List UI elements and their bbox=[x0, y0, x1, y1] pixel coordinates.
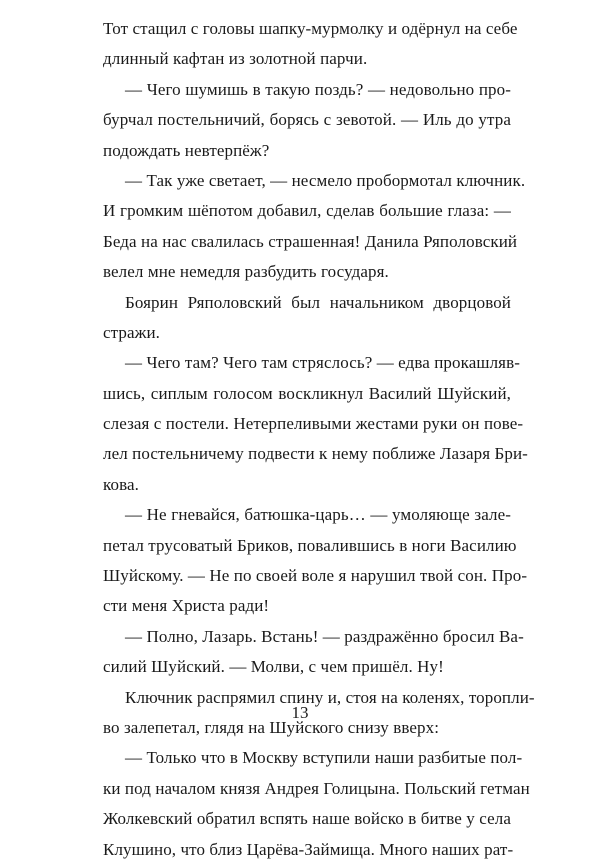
text-line: во залепетал, глядя на Шуйского снизу вверх: bbox=[103, 717, 440, 737]
text-line: бурчал постельничий, борясь с зевотой. — Иль до утра bbox=[103, 110, 511, 130]
text-line: сти меня Христа ради! bbox=[103, 596, 270, 616]
text-line: лел постельничему подвести к нему поближе Лазаря Бри- bbox=[103, 444, 528, 464]
book-page-text bbox=[103, 14, 535, 865]
text-line: стражи. bbox=[103, 322, 161, 342]
text-line: длинный кафтан из золотной парчи. bbox=[103, 49, 368, 69]
text-line: И громким шёпотом добавил, сделав большие глаза: — bbox=[103, 201, 511, 221]
text-line: силий Шуйский. — Молви, с чем пришёл. Ну! bbox=[103, 657, 444, 677]
text-line: Боярин Ряполовский был начальником дворцовой bbox=[125, 292, 511, 312]
text-line: — Чего шумишь в такую поздь? — недовольно про- bbox=[125, 79, 511, 99]
text-line: — Только что в Москву вступили наши разбитые пол- bbox=[125, 748, 523, 768]
text-line: кова. bbox=[103, 474, 139, 494]
text-line: Беда на нас свалилась страшенная! Данила Ряполовский bbox=[103, 231, 518, 251]
text-line: — Не гневайся, батюшка-царь… — умоляюще зале- bbox=[125, 505, 511, 525]
text-line: велел мне немедля разбудить государя. bbox=[103, 262, 389, 282]
text-line: ки под началом князя Андрея Голицына. Польский гетман bbox=[103, 778, 530, 798]
text-line: петал трусоватый Бриков, повалившись в ноги Василию bbox=[103, 535, 517, 555]
text-line: подождать невтерпёж? bbox=[103, 140, 270, 160]
text-line: — Так уже светает, — несмело пробормотал ключник. bbox=[125, 170, 526, 190]
text-line: Клушино, что близ Царёва-Займища. Много наших рат- bbox=[103, 839, 514, 859]
text-line: шись, сиплым голосом воскликнул Василий Шуйский, bbox=[103, 383, 511, 403]
text-line: — Чего там? Чего там стряслось? — едва прокашляв- bbox=[125, 353, 520, 373]
text-line: Тот стащил с головы шапку-мурмолку и одёрнул на себе bbox=[103, 19, 518, 38]
page-number: 13 bbox=[291, 703, 309, 722]
text-line: слезая с постели. Нетерпеливыми жестами руки он пове- bbox=[103, 414, 524, 434]
text-line: Жолкевский обратил вспять наше войско в битве у села bbox=[103, 809, 511, 829]
text-line: — Полно, Лазарь. Встань! — раздражённо бросил Ва- bbox=[125, 626, 524, 646]
text-line: Ключник распрямил спину и, стоя на коленях, торопли- bbox=[125, 687, 535, 707]
text-line: Шуйскому. — Не по своей воле я нарушил твой сон. Про- bbox=[103, 566, 528, 586]
